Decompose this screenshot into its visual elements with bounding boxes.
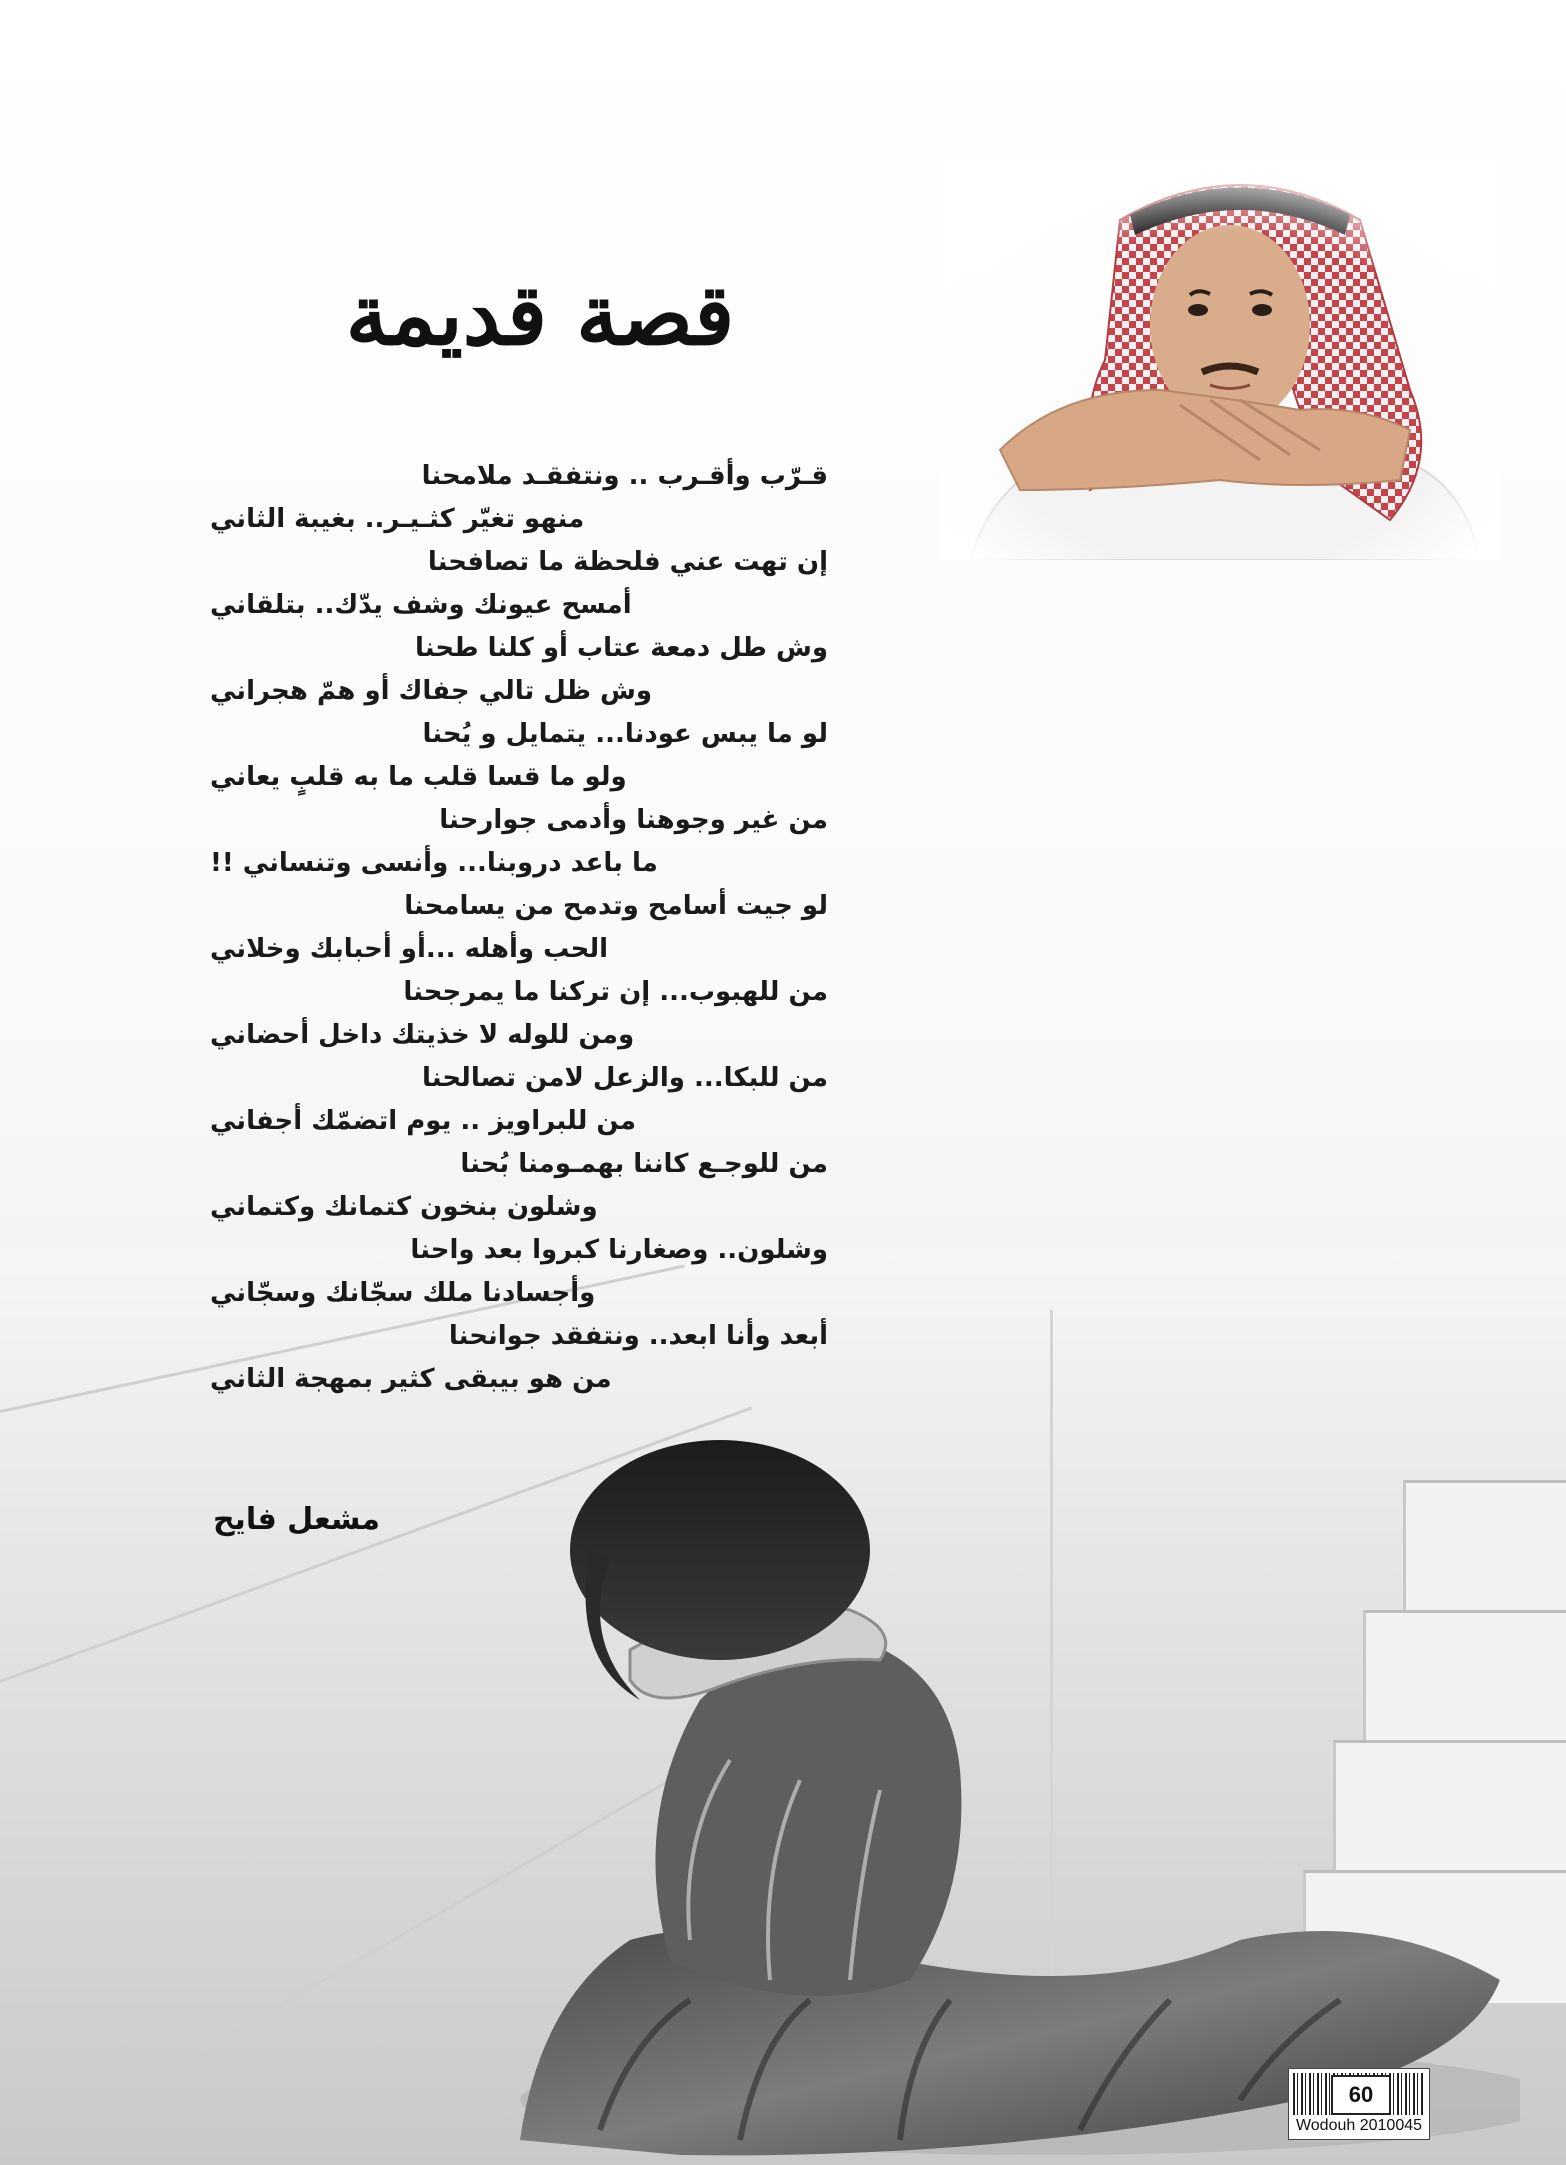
- page-title: قصة قديمة: [345, 265, 735, 364]
- poem-verse: من للبراويز .. يوم اتضمّك أجفاني: [210, 1106, 636, 1136]
- poem-verse: وشلون.. وصغارنا كبروا بعد واحنا: [410, 1235, 828, 1265]
- poem-verse: من للوجـع كاننا بهمـومنا بُحنا: [460, 1149, 828, 1179]
- poem-verse: قـرّب وأقـرب .. ونتفقـد ملامحنا: [421, 461, 828, 491]
- poem-verse: أبعد وأنا ابعد.. ونتفقد جوانحنا: [448, 1321, 828, 1351]
- poem-verse: ومن للوله لا خذيتك داخل أحضاني: [210, 1020, 635, 1050]
- poem-verse: وأجسادنا ملك سجّانك وسجّاني: [210, 1278, 596, 1308]
- poem-verse: منهو تغيّر كثـيـر.. بغيبة الثاني: [210, 504, 585, 534]
- issue-code: Wodouh 2010045: [1295, 2117, 1423, 2134]
- poem-verse: إن تهت عني فلحظة ما تصافحنا: [427, 547, 828, 577]
- poem-verse: من للبكا... والزعل لامن تصالحنا: [421, 1063, 828, 1093]
- poem: [200, 455, 840, 1401]
- poem-verse: أمسح عيونك وشف يدّك.. بتلقاني: [210, 590, 632, 620]
- poem-verse: لو جيت أسامح وتدمح من يسامحنا: [404, 891, 828, 921]
- poem-verse: وشلون بنخون كتمانك وكتماني: [210, 1192, 598, 1222]
- poem-verse: ما باعد دروبنا... وأنسى وتنساني !!: [210, 848, 658, 878]
- portrait-photo: [940, 160, 1500, 560]
- author-name: مشعل فايح: [212, 1502, 380, 1537]
- poem-verse: لو ما يبس عودنا... يتمايل و يُحنا: [422, 719, 828, 749]
- poem-verse: من للهبوب... إن تركنا ما يمرجحنا: [403, 977, 828, 1007]
- woman-figure-photo: [480, 1440, 1520, 2160]
- poem-verse: وش ظل تالي جفاك أو همّ هجراني: [210, 676, 653, 706]
- page-number: 60: [1331, 2075, 1391, 2115]
- poem-verse: ولو ما قسا قلب ما به قلبٍ يعاني: [210, 762, 627, 792]
- page-number-badge: [1288, 2068, 1430, 2140]
- poem-verse: وش طل دمعة عتاب أو كلنا طحنا: [415, 633, 828, 663]
- poem-verse: من غير وجوهنا وأدمى جوارحنا: [439, 805, 828, 835]
- poem-verse: من هو بيبقى كثير بمهجة الثاني: [210, 1364, 612, 1394]
- poem-verse: الحب وأهله ...أو أحبابك وخلاني: [210, 934, 609, 964]
